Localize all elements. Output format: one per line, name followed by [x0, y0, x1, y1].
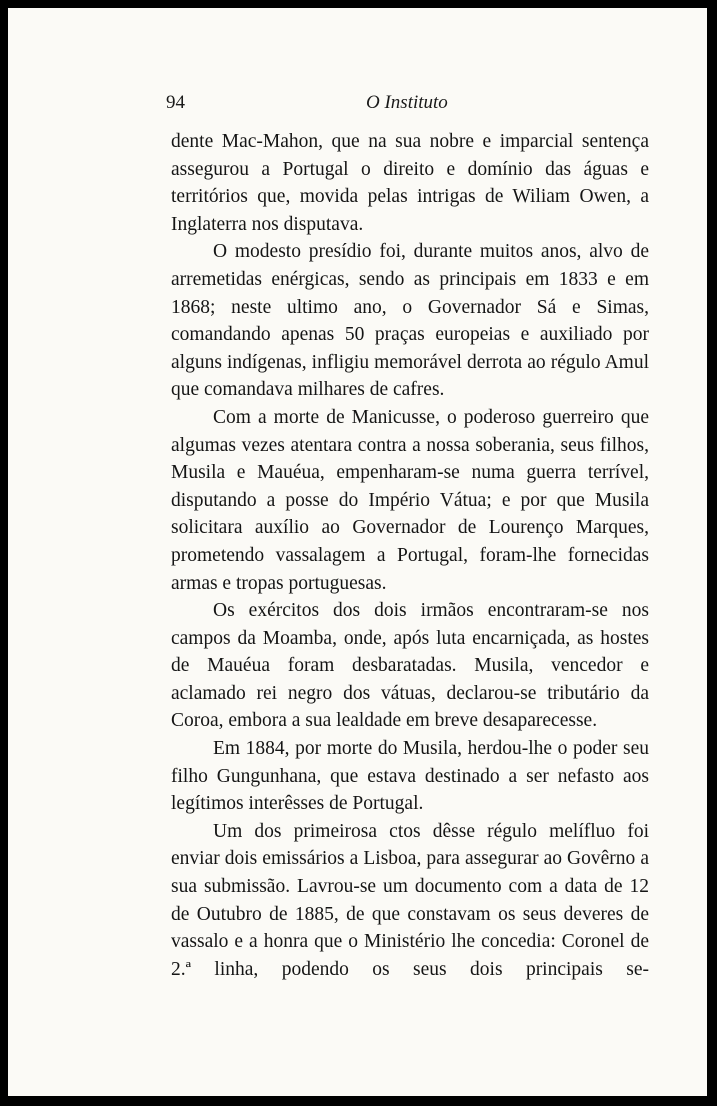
- paragraph-4: Os exércitos dos dois irmãos encontraram-se nos campos da Moamba, onde, após luta encarniçada, as hostes de Mauéua foram desbaratadas. Musila, vencedor e aclamado rei negro dos vátuas, declarou-se tributário da Coroa, embora a sua lealdade em breve desaparecesse.: [171, 600, 649, 732]
- paragraph-2: O modesto presídio foi, durante muitos anos, alvo de arremetidas enérgicas, sendo as principais em 1833 e em 1868; neste ultimo ano, o Governador Sá e Simas, comandando apenas 50 praças europeias e auxiliado por alguns indígenas, infligiu memorável derrota ao régulo Amul que comandava milhares de cafres.: [171, 241, 649, 401]
- page-header: [8, 88, 707, 118]
- page-sheet: [8, 8, 707, 1096]
- paragraph-3: Com a morte de Manicusse, o poderoso guerreiro que algumas vezes atentara contra a nossa soberania, seus filhos, Musila e Mauéua, empenharam-se numa guerra terrível, disputando a posse do Império Vátua; e por que Musila solicitara auxílio ao Governador de Lourenço Marques, prometendo vassalagem a Portugal, foram-lhe fornecidas armas e tropas portuguesas.: [171, 406, 649, 594]
- page-number: 94: [166, 92, 185, 113]
- body-text: [171, 128, 649, 983]
- paragraph-5: Em 1884, por morte do Musila, herdou-lhe o poder seu filho Gungunhana, que estava destinado a ser nefasto aos legítimos interêsses de Portugal.: [171, 738, 649, 815]
- paragraph-6: Um dos primeirosa ctos dêsse régulo melífluo foi enviar dois emissários a Lisboa, para assegurar ao Govêrno a sua submissão. Lavrou-se um documento com a data de 12 de Outubro de 1885, de que constavam os seus deveres de vassalo e a honra que o Ministério lhe concedia: Coronel de 2.ª linha, podendo os seus dois principais se-: [171, 820, 649, 980]
- paragraph-1: dente Mac-Mahon, que na sua nobre e imparcial sentença assegurou a Portugal o direito e domínio das águas e territórios que, movida pelas intrigas de Wiliam Owen, a Inglaterra nos disputava.: [171, 131, 649, 235]
- running-title: O Instituto: [366, 92, 448, 113]
